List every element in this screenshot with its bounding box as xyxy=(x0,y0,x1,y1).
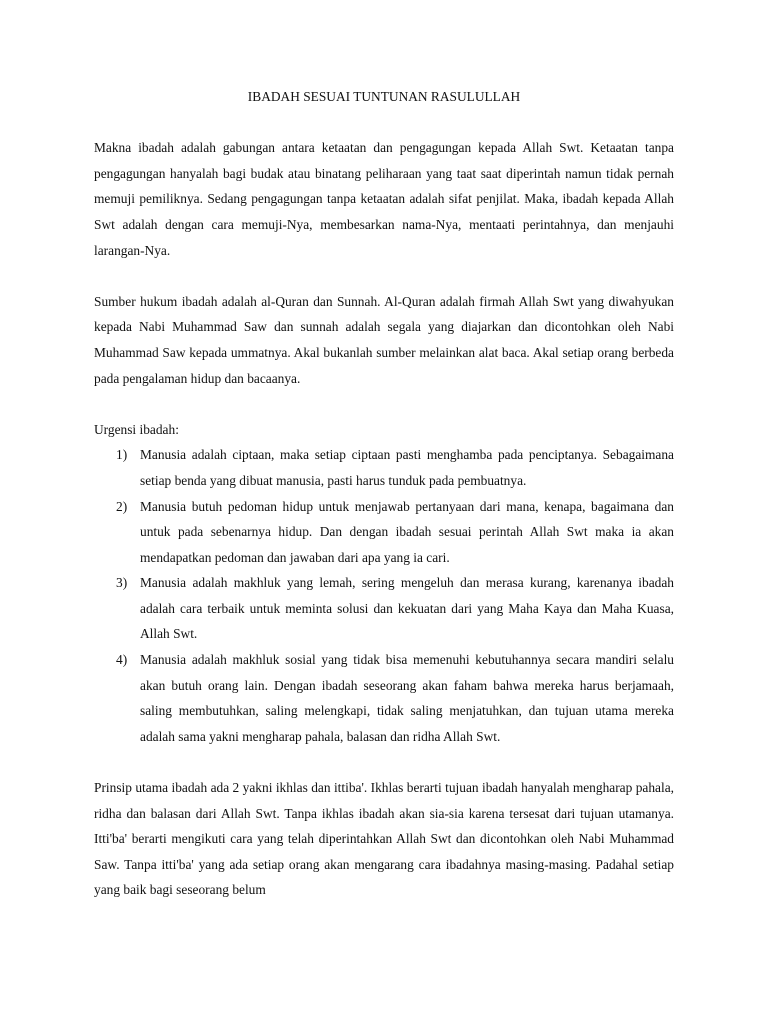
list-item xyxy=(94,442,674,493)
document-title: IBADAH SESUAI TUNTUNAN RASULULLAH xyxy=(247,89,521,104)
urgency-heading: Urgensi ibadah: xyxy=(94,421,179,437)
list-item xyxy=(94,570,674,647)
list-item xyxy=(94,647,674,749)
urgency-list xyxy=(94,442,674,749)
list-item xyxy=(94,494,674,571)
list-item-number: 4) xyxy=(116,652,128,668)
list-item-text: Manusia adalah makhluk sosial yang tidak bisa memenuhi kebutuhannya secara mandiri selalu akan butuh orang lain. Dengan ibadah seseorang akan faham bahwa mereka harus berjamaah, saling membutuhkan, saling melengkapi, tidak saling menjatuhkan, dan tujuan utama mereka adalah sama yakni mengharap pahala, balasan dan ridha Allah Swt. xyxy=(140,652,674,744)
list-item-number: 1) xyxy=(116,447,128,463)
paragraph-meaning-of-worship: Makna ibadah adalah gabungan antara ketaatan dan pengagungan kepada Allah Swt. Ketaatan tanpa pengagungan hanyalah bagi budak atau binatang peliharaan yang taat saat diperintah namun tidak pernah memuji pemiliknya. Sedang pengagungan tanpa ketaatan adalah sifat penjilat. Maka, ibadah kepada Allah Swt adalah dengan cara memuji-Nya, membesarkan nama-Nya, mentaati perintahnya, dan menjauhi larangan-Nya. xyxy=(94,140,674,258)
document-page xyxy=(94,84,674,929)
paragraph-main-principles: Prinsip utama ibadah ada 2 yakni ikhlas dan ittiba'. Ikhlas berarti tujuan ibadah hanyalah mengharap pahala, ridha dan balasan dari Allah Swt. Tanpa ikhlas ibadah akan sia-sia karena tersesat dari tujuan utamanya. Itti'ba' berarti mengikuti cara yang telah diperintahkan Allah Swt dan dicontohkan oleh Nabi Muhammad Saw. Tanpa itti'ba' yang ada setiap orang akan mengarang cara ibadahnya masing-masing. Padahal setiap yang baik bagi seseorang belum xyxy=(94,780,674,898)
list-item-text: Manusia butuh pedoman hidup untuk menjawab pertanyaan dari mana, kenapa, bagaimana dan untuk pada sebenarnya hidup. Dan dengan ibadah sesuai perintah Allah Swt maka ia akan mendapatkan pedoman dan jawaban dari apa yang ia cari. xyxy=(140,498,674,565)
list-item-number: 3) xyxy=(116,575,128,591)
paragraph-sources-of-law: Sumber hukum ibadah adalah al-Quran dan Sunnah. Al-Quran adalah firmah Allah Swt yang diwahyukan kepada Nabi Muhammad Saw dan sunnah adalah segala yang diajarkan dan dicontohkan oleh Nabi Muhammad Saw kepada ummatnya. Akal bukanlah sumber melainkan alat baca. Akal setiap orang berbeda pada pengalaman hidup dan bacaanya. xyxy=(94,293,674,386)
list-item-number: 2) xyxy=(116,498,128,514)
list-item-text: Manusia adalah ciptaan, maka setiap ciptaan pasti menghamba pada penciptanya. Sebagaimana setiap benda yang dibuat manusia, pasti harus tunduk pada pembuatnya. xyxy=(140,447,674,488)
list-item-text: Manusia adalah makhluk yang lemah, sering mengeluh dan merasa kurang, karenanya ibadah adalah cara terbaik untuk meminta solusi dan kekuatan dari yang Maha Kaya dan Maha Kuasa, Allah Swt. xyxy=(140,575,674,642)
